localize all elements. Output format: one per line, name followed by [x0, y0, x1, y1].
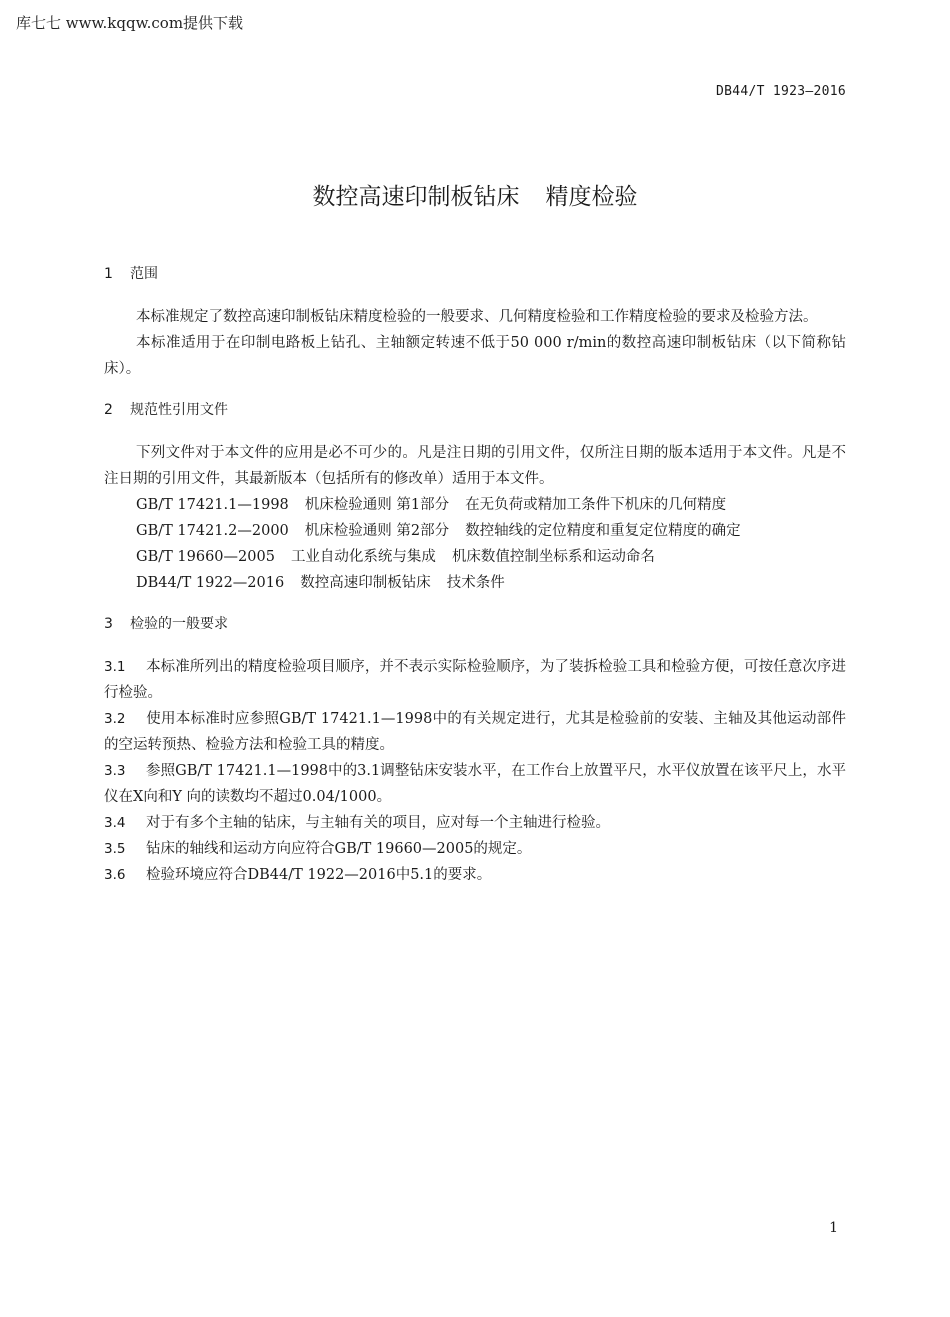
paragraph: 下列文件对于本文件的应用是必不可少的。凡是注日期的引用文件，仅所注日期的版本适用于本文件。凡是不注日期的引用文件，其最新版本（包括所有的修改单）适用于本文件。: [104, 445, 846, 487]
clause-number: 3.4: [104, 815, 126, 831]
reference-title: 工业自动化系统与集成: [290, 549, 436, 565]
clause-number: 3.3: [104, 763, 126, 779]
title-part2: 精度检验: [545, 184, 638, 210]
reference-code: GB/T 17421.2—2000: [136, 523, 289, 539]
clause-3-2: [104, 706, 846, 758]
document-title: [0, 178, 950, 211]
clause-number: 3.2: [104, 711, 126, 727]
clause-3-4: [104, 810, 846, 836]
section-3-heading: [104, 612, 846, 636]
paragraph: 本标准适用于在印制电路板上钻孔、主轴额定转速不低于50 000 r/min的数控高速印制板钻床（以下简称钻床）。: [104, 335, 846, 377]
page-number: 1: [829, 1220, 838, 1236]
reference-subtitle: 技术条件: [446, 575, 505, 591]
reference-code: GB/T 19660—2005: [136, 549, 275, 565]
reference-title: 数控高速印制板钻床: [300, 575, 431, 591]
section-2-heading: [104, 398, 846, 422]
section-number: 2: [104, 402, 113, 418]
paragraph: 本标准规定了数控高速印制板钻床精度检验的一般要求、几何精度检验和工作精度检验的要求及检验方法。: [136, 309, 818, 325]
clause-text: 钻床的轴线和运动方向应符合GB/T 19660—2005的规定。: [146, 841, 532, 857]
clause-3-6: [104, 862, 846, 888]
document-body: [104, 262, 846, 888]
watermark-text: 库七七 www.kqqw.com提供下载: [16, 14, 244, 32]
clause-text: 使用本标准时应参照GB/T 17421.1—1998中的有关规定进行，尤其是检验前的安装、主轴及其他运动部件的空运转预热、检验方法和检验工具的精度。: [104, 711, 846, 753]
section-1-heading: [104, 262, 846, 286]
reference-subtitle: 在无负荷或精加工条件下机床的几何精度: [465, 497, 727, 513]
standard-code: DB44/T 1923—2016: [715, 84, 846, 99]
clause-3-3: [104, 758, 846, 810]
section-title: 检验的一般要求: [130, 616, 228, 632]
section-title: 规范性引用文件: [130, 402, 228, 418]
clause-text: 检验环境应符合DB44/T 1922—2016中5.1的要求。: [146, 867, 492, 883]
clause-text: 本标准所列出的精度检验项目顺序，并不表示实际检验顺序，为了装拆检验工具和检验方便，可按任意次序进行检验。: [104, 659, 846, 701]
section-title: 范围: [130, 266, 158, 282]
title-part1: 数控高速印制板钻床: [312, 184, 520, 210]
section-number: 3: [104, 616, 113, 632]
clause-text: 对于有多个主轴的钻床，与主轴有关的项目，应对每一个主轴进行检验。: [146, 815, 610, 831]
reference-subtitle: 机床数值控制坐标系和运动命名: [451, 549, 655, 565]
clause-3-1: [104, 654, 846, 706]
section-number: 1: [104, 266, 113, 282]
clause-3-5: [104, 836, 846, 862]
clause-number: 3.5: [104, 841, 126, 857]
reference-item: [104, 570, 846, 596]
reference-title: 机床检验通则 第1部分: [304, 497, 450, 513]
reference-subtitle: 数控轴线的定位精度和重复定位精度的确定: [465, 523, 741, 539]
clause-number: 3.6: [104, 867, 126, 883]
reference-item: [104, 492, 846, 518]
reference-code: DB44/T 1922—2016: [136, 575, 285, 591]
clause-text: 参照GB/T 17421.1—1998中的3.1调整钻床安装水平，在工作台上放置平尺，水平仪放置在该平尺上，水平仪在X向和Y 向的读数均不超过0.04/1000。: [104, 763, 846, 805]
reference-code: GB/T 17421.1—1998: [136, 497, 289, 513]
reference-item: [104, 518, 846, 544]
clause-number: 3.1: [104, 659, 126, 675]
reference-title: 机床检验通则 第2部分: [304, 523, 450, 539]
reference-item: [104, 544, 846, 570]
